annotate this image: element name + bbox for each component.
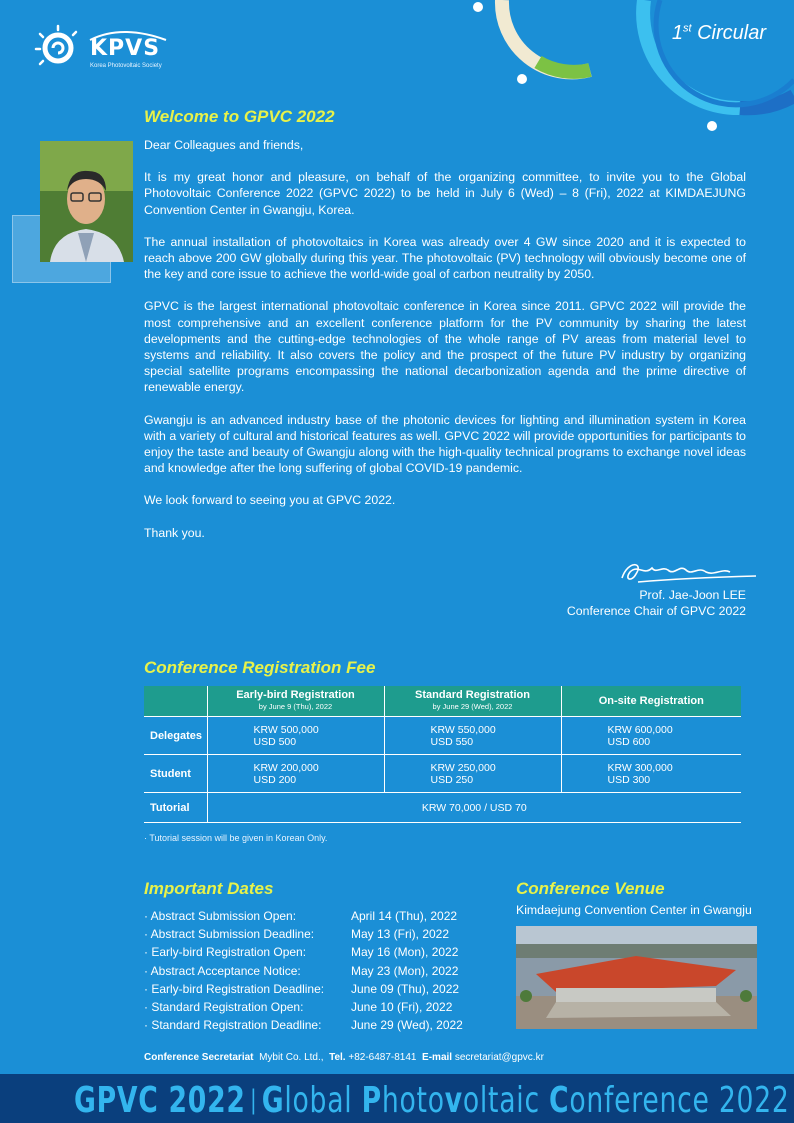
chair-portrait bbox=[40, 141, 133, 262]
letter-paragraph: We look forward to seeing you at GPVC 2022. bbox=[144, 493, 396, 508]
list-item: · Abstract Acceptance Notice: May 23 (Mon), 2022 bbox=[144, 963, 459, 978]
dates-list bbox=[144, 907, 463, 1034]
list-item: · Abstract Submission Deadline: May 13 (Fri), 2022 bbox=[144, 927, 450, 942]
fee-cell-tutorial: KRW 70,000 / USD 70 bbox=[207, 793, 741, 823]
list-item: · Abstract Submission Open: April 14 (Thu), 2022 bbox=[144, 909, 458, 923]
list-item: · Standard Registration Deadline: June 29 (Wed), 2022 bbox=[144, 1018, 463, 1033]
table-row bbox=[144, 755, 741, 793]
venue-photo bbox=[516, 926, 757, 1029]
fee-header-early: Early-bird Registration by June 9 (Thu), 2022 bbox=[207, 686, 384, 717]
welcome-title: Welcome to GPVC 2022 bbox=[144, 107, 335, 126]
secretariat-info: Conference Secretariat Mybit Co. Ltd., Tel. +82-6487-8141 E-mail secretariat@gpvc.kr bbox=[144, 1052, 544, 1063]
logo-subtitle: Korea Photovoltaic Society bbox=[90, 63, 162, 69]
footer-title: GPVC 2022 | Global Photovoltaic Conference 2022 bbox=[74, 1080, 790, 1121]
table-row bbox=[144, 717, 741, 755]
fee-header-onsite: On-site Registration bbox=[561, 686, 741, 717]
list-item: · Standard Registration Open: June 10 (Fri), 2022 bbox=[144, 1000, 453, 1015]
welcome-letter bbox=[144, 137, 746, 557]
letter-paragraph: Gwangju is an advanced industry base of the photonic devices for lighting and illumination system in Korea with a variety of cultural and historical features as well. GPVC 2022 will provide opportunities for participants to enjoy the taste and beauty of Gwangju along with the high-quality technical programs to exchange novel ideas and knowledge after the long suffering of global COVID-19 pandemic. bbox=[144, 412, 746, 476]
fee-cell: KRW 200,000 USD 200 bbox=[207, 755, 384, 793]
decorative-arcs bbox=[440, 0, 794, 140]
tutorial-note: · Tutorial session will be given in Korean Only. bbox=[144, 833, 328, 843]
fee-row-label: Delegates bbox=[144, 717, 207, 755]
venue-title: Conference Venue bbox=[516, 879, 665, 898]
signer-title: Conference Chair of GPVC 2022 bbox=[566, 604, 746, 618]
fee-cell: KRW 600,000 USD 600 bbox=[561, 717, 741, 755]
fee-cell: KRW 250,000 USD 250 bbox=[384, 755, 561, 793]
logo-wordmark: KPVS bbox=[90, 36, 161, 61]
signature-block bbox=[567, 587, 746, 619]
fee-row-label: Tutorial bbox=[144, 793, 207, 823]
venue-name: Kimdaejung Convention Center in Gwangju bbox=[516, 903, 752, 917]
dates-title: Important Dates bbox=[144, 879, 274, 898]
fee-title: Conference Registration Fee bbox=[144, 658, 376, 677]
circular-label: 1st Circular bbox=[671, 22, 766, 44]
table-row bbox=[144, 793, 741, 823]
letter-paragraph: GPVC is the largest international photovoltaic conference in Korea since 2011. GPVC 2022 will provide the most comprehensive and an excellent conference platform for the PV community by sharing the latest developments and the cutting-edge technologies of the whole range of PV areas from material level to systems and reliability. It also covers the policy and the prospect of the future PV industry by organizing special satellite programs encompassing the national decarbonization agenda and the prime directive of renewable energy. bbox=[144, 299, 746, 395]
fee-header-standard: Standard Registration by June 29 (Wed), 2022 bbox=[384, 686, 561, 717]
letter-paragraph: The annual installation of photovoltaics in Korea was already over 4 GW since 2020 and it is expected to reach above 200 GW globally during this year. The photovoltaic (PV) technology will obviously become one of the key and core issue to achieve the world-wide goal of carbon neutrality by 2050. bbox=[144, 234, 746, 282]
list-item: · Early-bird Registration Open: May 16 (Mon), 2022 bbox=[144, 945, 459, 960]
signature-image bbox=[614, 556, 759, 588]
fee-table bbox=[144, 686, 741, 823]
fee-header-blank bbox=[144, 686, 207, 717]
fee-header-row bbox=[144, 686, 741, 717]
list-item: · Early-bird Registration Deadline: June 09 (Thu), 2022 bbox=[144, 981, 460, 996]
fee-row-label: Student bbox=[144, 755, 207, 793]
fee-cell: KRW 300,000 USD 300 bbox=[561, 755, 741, 793]
letter-paragraph: It is my great honor and pleasure, on behalf of the organizing committee, to invite you to the Global Photovoltaic Conference 2022 (GPVC 2022) to be held in July 6 (Wed) – 8 (Fri), 2022 at KIMDAEJUNG Convention Center in Gwangju, Korea. bbox=[144, 170, 746, 217]
letter-paragraph: Thank you. bbox=[144, 525, 205, 540]
fee-cell: KRW 550,000 USD 550 bbox=[384, 717, 561, 755]
signer-name: Prof. Jae-Joon LEE bbox=[639, 588, 746, 602]
fee-cell: KRW 500,000 USD 500 bbox=[207, 717, 384, 755]
letter-greeting: Dear Colleagues and friends, bbox=[144, 138, 304, 152]
